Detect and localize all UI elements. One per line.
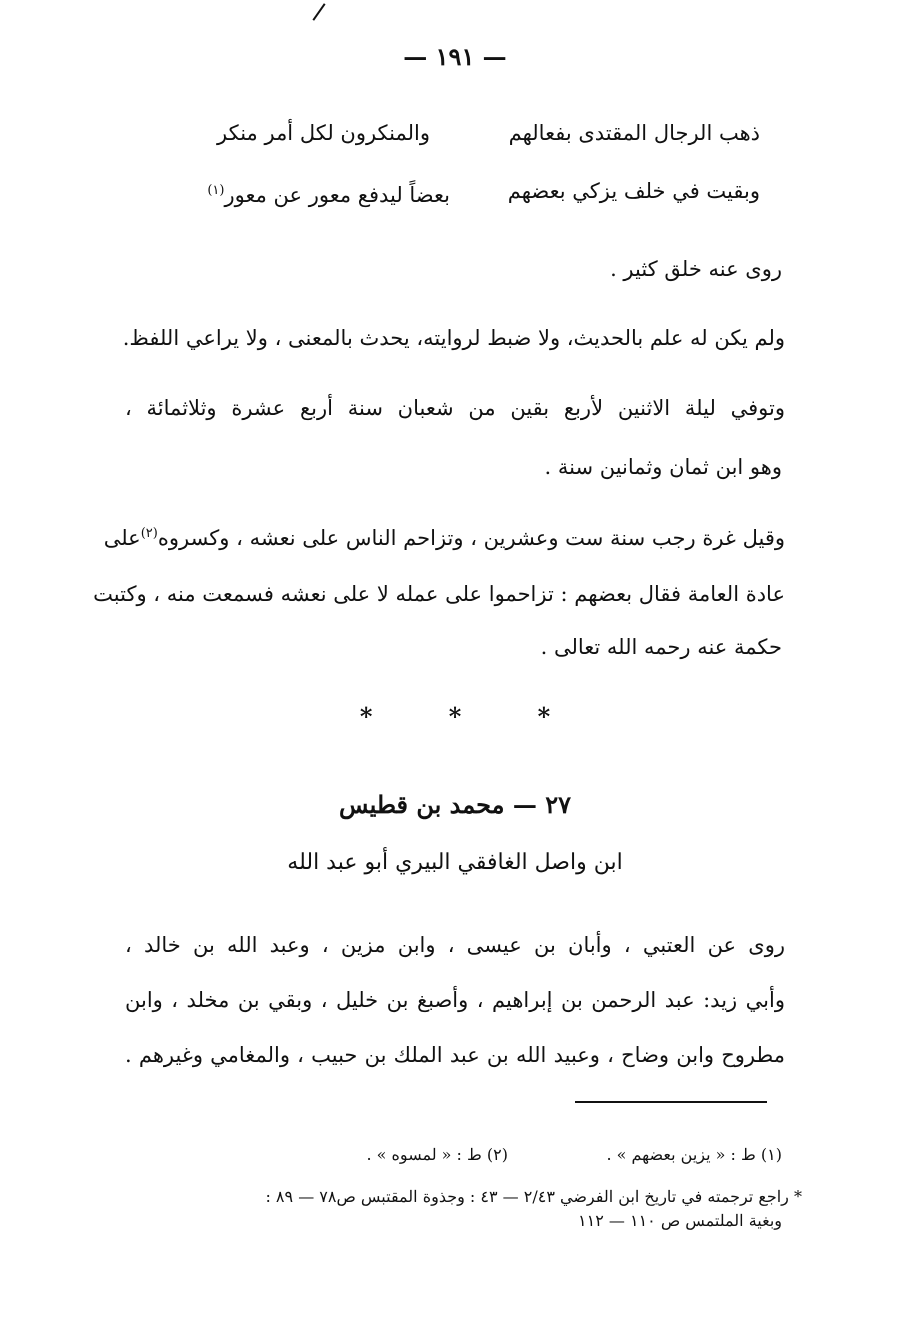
verse-line-2-right: وبقيت في خلف يزكي بعضهم <box>507 179 760 203</box>
body-top-line-4: وهو ابن ثمان وثمانين سنة . <box>544 455 782 479</box>
verse-line-1-right: ذهب الرجال المقتدى بفعالهم <box>508 121 760 145</box>
stray-pen-mark <box>312 3 325 21</box>
body-top-line-2: ولم يكن له علم بالحديث، ولا ضبط لروايته، يحدث بالمعنى ، ولا يراعي اللفظ. <box>122 326 785 350</box>
source-note-line-2: وبغية الملتمس ص ١١٠ — ١١٢ <box>578 1211 782 1230</box>
body-top-line-1: روى عنه خلق كثير . <box>610 257 782 281</box>
footnote-ref-2: (٢) <box>140 526 158 541</box>
verse-line-1-left: والمنكرون لكل أمر منكر <box>217 121 430 145</box>
entry-title: ٢٧ — محمد بن قطيس <box>339 790 571 819</box>
footnote-ref-1: (١) <box>207 183 225 198</box>
body-top-line-3: وتوفي ليلة الاثنين لأربع بقين من شعبان سنة أربع عشرة وثلاثمائة ، <box>125 396 785 420</box>
footnote-2: (٢) ط : « لمسوه » . <box>366 1145 508 1164</box>
section-separator: * * * <box>359 702 585 731</box>
page-number: — ١٩١ — <box>403 42 507 71</box>
body-top-line-5-tail: على <box>103 526 141 550</box>
body-top-line-5-text: وقيل غرة رجب سنة ست وعشرين ، وتزاحم الناس على نعشه ، وكسروه <box>157 526 785 550</box>
body-bottom-line-2: وأبي زيد: عبد الرحمن بن إبراهيم ، وأصبغ بن خليل ، وبقي بن مخلد ، وابن <box>125 988 785 1012</box>
body-bottom-line-1: روى عن العتبي ، وأبان بن عيسى ، وابن مزين ، وعبد الله بن خالد ، <box>125 933 785 957</box>
footnote-1: (١) ط : « يزين بعضهم » . <box>606 1145 782 1164</box>
verse-line-2-left-text: بعضاً ليدفع معور عن معور <box>224 183 450 207</box>
body-top-line-5 <box>103 519 785 553</box>
verse-line-2-left <box>207 176 450 210</box>
body-bottom-line-3: مطروح وابن وضاح ، وعبيد الله بن عبد الملك بن حبيب ، والمغامي وغيرهم . <box>125 1043 785 1067</box>
source-note-line-1: * راجع ترجمته في تاريخ ابن الفرضي ٢/٤٣ — ٤٣ : وجذوة المقتبس ص٧٨ — ٨٩ : <box>265 1187 802 1206</box>
body-top-line-6: عادة العامة فقال بعضهم : تزاحموا على عمله لا على نعشه فسمعت منه ، وكتبت <box>93 582 785 606</box>
footnote-divider <box>575 1101 767 1103</box>
entry-subtitle: ابن واصل الغافقي البيري أبو عبد الله <box>287 850 623 875</box>
body-top-line-7: حكمة عنه رحمه الله تعالى . <box>540 635 782 659</box>
